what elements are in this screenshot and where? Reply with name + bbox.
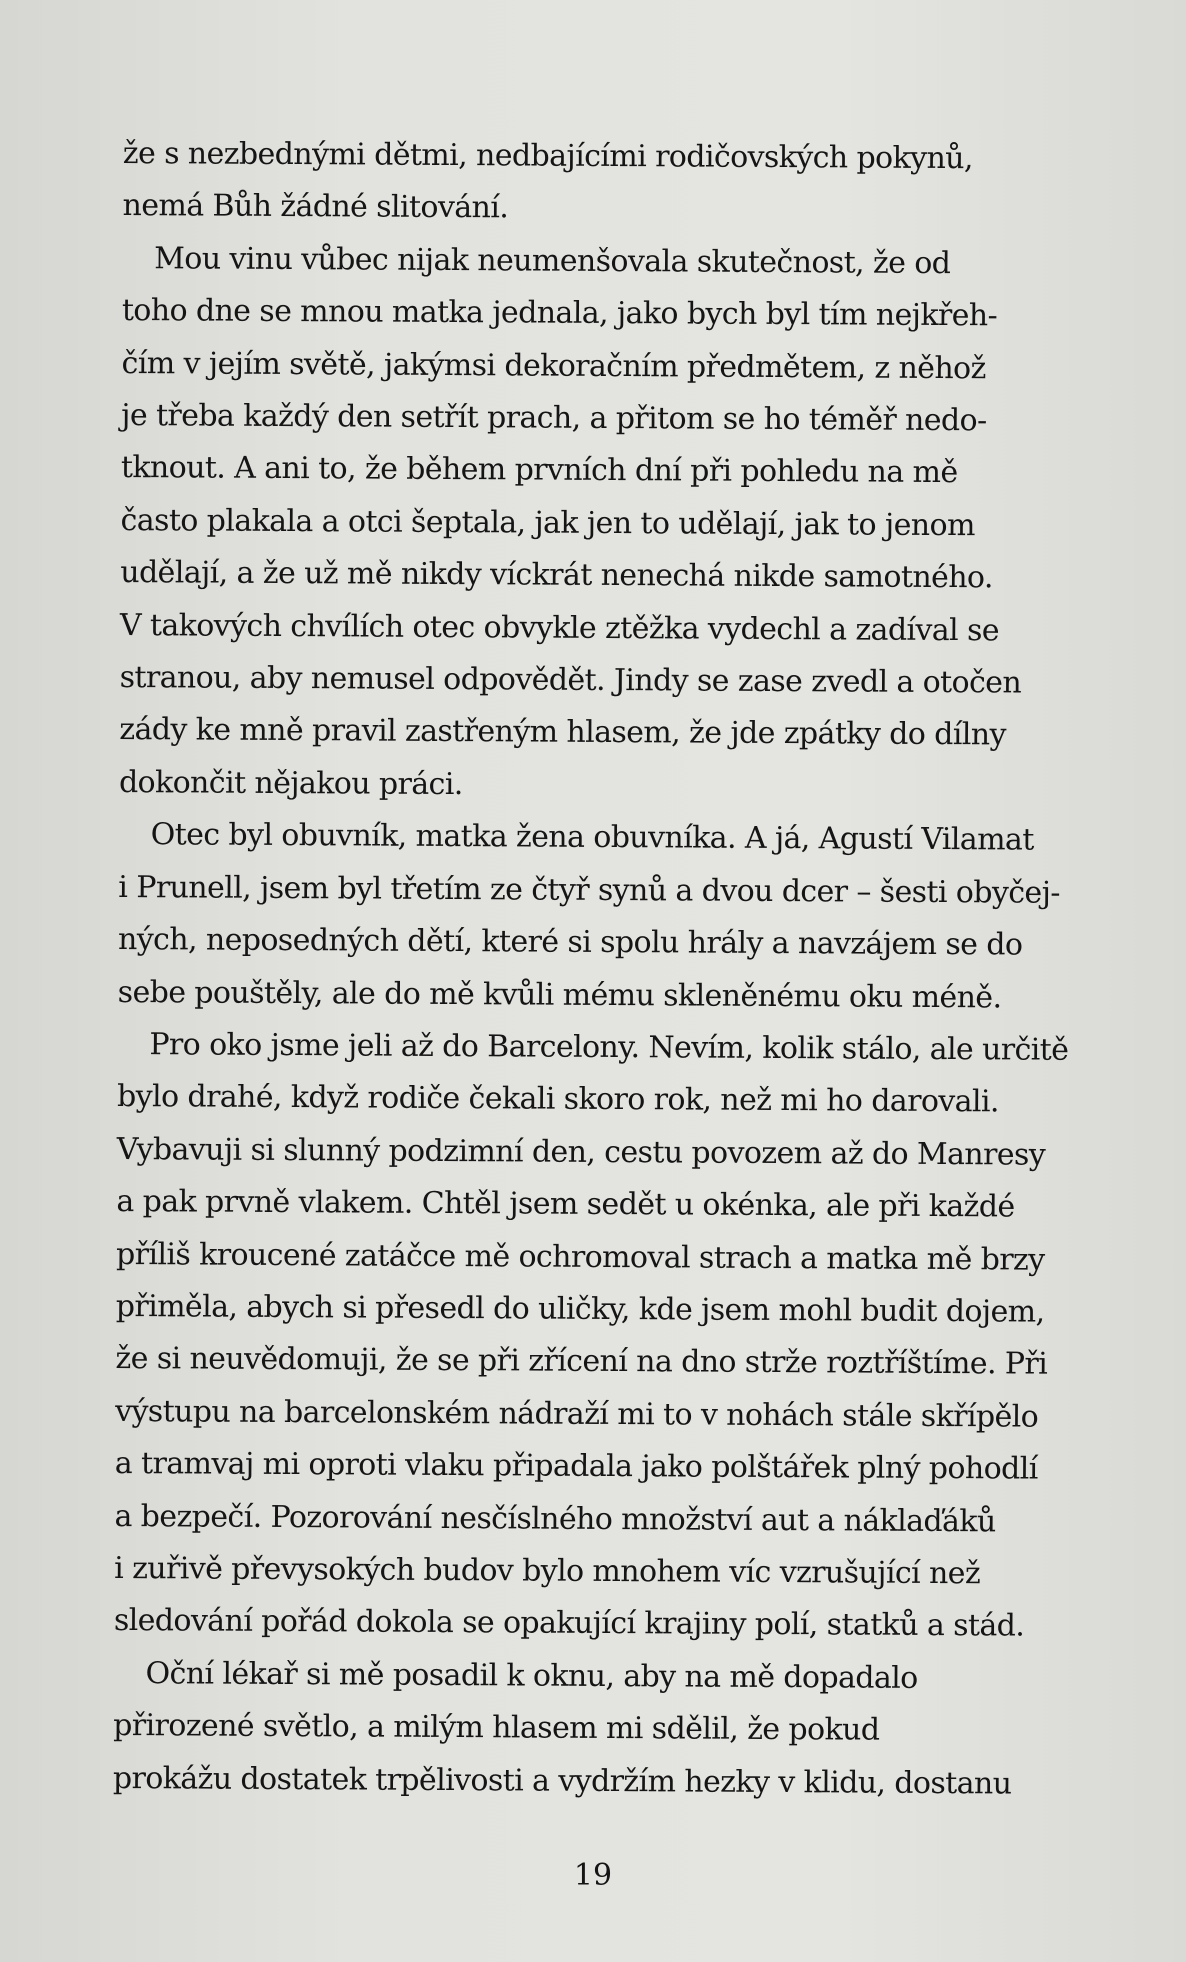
text-line: je třeba každý den setřít prach, a přitom se ho téměř nedo- bbox=[121, 398, 987, 439]
page-number: 19 bbox=[573, 1858, 613, 1893]
text-line: přirozené světlo, a milým hlasem mi sdělil, že pokud bbox=[113, 1708, 880, 1748]
text-line: prokážu dostatek trpělivosti a vydržím hezky v klidu, dostanu bbox=[112, 1760, 1012, 1802]
text-line: bylo drahé, když rodiče čekali skoro rok, než mi ho darovali. bbox=[116, 1079, 1000, 1120]
text-line: i Prunell, jsem byl třetím ze čtyř synů a dvou dcer – šesti obyčej- bbox=[118, 869, 1060, 911]
text-line: sledování pořád dokola se opakující krajiny polí, statků a stád. bbox=[113, 1603, 1025, 1644]
text-line: nemá Bůh žádné slitování. bbox=[122, 188, 509, 226]
text-line: dokončit nějakou práci. bbox=[118, 764, 463, 802]
text-line: a tramvaj mi oproti vlaku připadala jako polštářek plný pohodlí bbox=[114, 1446, 1038, 1487]
text-line: i zuřivě převysokých budov bylo mnohem víc vzrušující než bbox=[114, 1550, 981, 1592]
text-line: udělají, a že už mě nikdy víckrát nenechá nikde samotného. bbox=[120, 555, 993, 596]
paragraph-2 bbox=[119, 233, 1128, 816]
text-line: toho dne se mnou matka jednala, jako bych byl tím nejkřeh- bbox=[121, 293, 998, 334]
text-line: sebe pouštěly, ale do mě kvůli mému skleněnému oku méně. bbox=[117, 974, 1002, 1015]
text-line: a bezpečí. Pozorování nesčíslného množství aut a náklaďáků bbox=[114, 1498, 996, 1539]
text-line: ných, neposedných dětí, které si spolu hrály a navzájem se do bbox=[117, 922, 1023, 963]
paragraph-3 bbox=[118, 809, 1124, 1025]
text-line: Mou vinu vůbec nijak neumenšovala skutečnost, že od bbox=[154, 241, 951, 281]
text-line: Pro oko jsme jeli až do Barcelony. Nevím, kolik stálo, ale určitě bbox=[149, 1027, 1069, 1068]
text-line: že si neuvědomuji, že se při zřícení na dno strže roztříštíme. Při bbox=[115, 1341, 1048, 1383]
paragraph-4 bbox=[114, 1019, 1123, 1654]
text-line: Vybavuji si slunný podzimní den, cestu povozem až do Manresy bbox=[116, 1131, 1046, 1173]
text-line: Otec byl obuvník, matka žena obuvníka. A já, Agustí Vilamat bbox=[150, 817, 1034, 858]
text-line: čím v jejím světě, jakýmsi dekoračním předmětem, z něhož bbox=[121, 345, 986, 386]
text-line: V takových chvílích otec obvykle ztěžka vydechl a zadíval se bbox=[119, 607, 1000, 649]
paragraph-5 bbox=[113, 1648, 1119, 1811]
text-line: často plakala a otci šeptala, jak jen to udělají, jak to jenom bbox=[120, 502, 975, 544]
text-line: stranou, aby nemusel odpovědět. Jindy se zase zvedl a otočen bbox=[119, 660, 1022, 701]
body-text bbox=[113, 128, 1128, 1811]
paragraph-1 bbox=[122, 128, 1128, 239]
text-line: tknout. A ani to, že během prvních dní při pohledu na mě bbox=[120, 450, 958, 491]
text-line: zády ke mně pravil zastřeným hlasem, že jde zpátky do dílny bbox=[119, 712, 1006, 753]
text-line: Oční lékař si mě posadil k oknu, aby na mě dopadalo bbox=[145, 1655, 918, 1696]
text-line: výstupu na barcelonském nádraží mi to v nohách stále skřípělo bbox=[115, 1393, 1039, 1435]
text-line: přiměla, abych si přesedl do uličky, kde jsem mohl budit dojem, bbox=[115, 1288, 1045, 1330]
text-line: že s nezbednými dětmi, nedbajícími rodičovských pokynů, bbox=[122, 135, 973, 177]
text-line: příliš kroucené zatáčce mě ochromoval strach a matka mě brzy bbox=[116, 1236, 1045, 1278]
text-line: a pak prvně vlakem. Chtěl jsem sedět u okénka, ale při každé bbox=[116, 1184, 1015, 1225]
